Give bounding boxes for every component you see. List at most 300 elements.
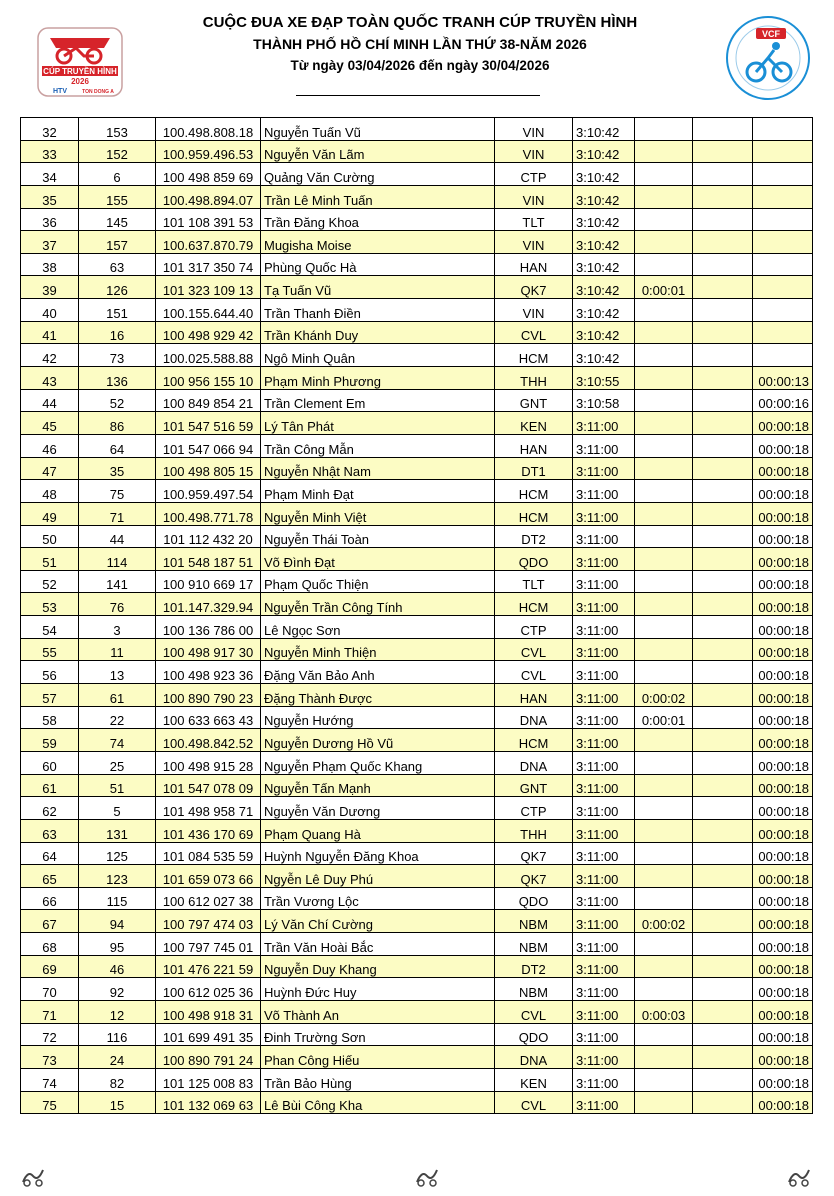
rider-name-cell: Nguyễn Dương Hồ Vũ [261,729,495,752]
table-row [21,299,813,322]
table-row [21,661,813,684]
empty-cell [693,548,753,571]
table-row [21,933,813,956]
bonus-cell [635,570,693,593]
table-row [21,751,813,774]
cup-logo-icon [36,26,124,98]
table-row [21,480,813,503]
gap-cell [753,321,813,344]
date-range: Từ ngày 03/04/2026 đến ngày 30/04/2026 [290,58,550,73]
bib-cell: 123 [79,865,156,888]
rider-name-cell: Võ Thành An [261,1000,495,1023]
gap-cell: 00:00:18 [753,1068,813,1091]
team-code-cell: THH [495,367,573,390]
team-code-cell: VIN [495,231,573,254]
empty-cell [693,774,753,797]
bib-cell: 16 [79,321,156,344]
bib-cell: 126 [79,276,156,299]
rider-name-cell: Phạm Minh Phương [261,367,495,390]
bib-cell: 25 [79,751,156,774]
empty-cell [693,367,753,390]
gap-cell: 00:00:18 [753,570,813,593]
bonus-cell [635,819,693,842]
bib-cell: 6 [79,163,156,186]
bonus-cell [635,525,693,548]
empty-cell [693,389,753,412]
gap-cell: 00:00:18 [753,1046,813,1069]
team-code-cell: TLT [495,208,573,231]
uci-id-cell: 100 498 923 36 [156,661,261,684]
team-code-cell: QK7 [495,842,573,865]
team-code-cell: NBM [495,933,573,956]
bonus-cell [635,548,693,571]
table-row [21,412,813,435]
empty-cell [693,1068,753,1091]
uci-id-cell: 100 612 025 36 [156,978,261,1001]
bonus-cell [635,887,693,910]
bonus-cell [635,638,693,661]
table-row [21,910,813,933]
time-cell: 3:10:42 [573,140,635,163]
gap-cell: 00:00:18 [753,865,813,888]
table-row [21,955,813,978]
time-cell: 3:10:42 [573,299,635,322]
empty-cell [693,1046,753,1069]
gap-cell: 00:00:18 [753,412,813,435]
rider-name-cell: Đặng Thành Được [261,684,495,707]
bonus-cell [635,367,693,390]
uci-id-cell: 100.025.588.88 [156,344,261,367]
table-row [21,502,813,525]
table-row [21,729,813,752]
uci-id-cell: 101 547 066 94 [156,434,261,457]
bib-cell: 75 [79,480,156,503]
svg-text:2026: 2026 [71,77,89,86]
team-code-cell: HCM [495,502,573,525]
bib-cell: 12 [79,1000,156,1023]
empty-cell [693,502,753,525]
rank-cell: 52 [21,570,79,593]
rider-name-cell: Quảng Văn Cường [261,163,495,186]
uci-id-cell: 101 498 958 71 [156,797,261,820]
bonus-cell [635,933,693,956]
bib-cell: 125 [79,842,156,865]
bib-cell: 44 [79,525,156,548]
rank-cell: 65 [21,865,79,888]
team-code-cell: CTP [495,797,573,820]
rider-name-cell: Võ Đình Đạt [261,548,495,571]
gap-cell [753,118,813,141]
gap-cell [753,208,813,231]
rank-cell: 34 [21,163,79,186]
rider-name-cell: Lý Văn Chí Cường [261,910,495,933]
table-row [21,1091,813,1114]
bib-cell: 94 [79,910,156,933]
team-code-cell: QK7 [495,865,573,888]
uci-id-cell: 101.147.329.94 [156,593,261,616]
uci-id-cell: 101 699 491 35 [156,1023,261,1046]
rank-cell: 46 [21,434,79,457]
table-row [21,208,813,231]
gap-cell: 00:00:18 [753,480,813,503]
gap-cell: 00:00:18 [753,525,813,548]
bonus-cell [635,1068,693,1091]
bonus-cell [635,118,693,141]
rank-cell: 32 [21,118,79,141]
gap-cell [753,231,813,254]
bib-cell: 92 [79,978,156,1001]
empty-cell [693,321,753,344]
bonus-cell [635,163,693,186]
uci-id-cell: 100 849 854 21 [156,389,261,412]
gap-cell: 00:00:18 [753,684,813,707]
rank-cell: 69 [21,955,79,978]
rank-cell: 38 [21,253,79,276]
cyclist-mark-icon [414,1166,440,1188]
team-code-cell: DT2 [495,955,573,978]
rank-cell: 37 [21,231,79,254]
time-cell: 3:11:00 [573,525,635,548]
table-row [21,118,813,141]
gap-cell [753,163,813,186]
bib-cell: 35 [79,457,156,480]
page-header [0,0,834,110]
time-cell: 3:11:00 [573,570,635,593]
time-cell: 3:10:58 [573,389,635,412]
table-row [21,548,813,571]
bib-cell: 153 [79,118,156,141]
time-cell: 3:11:00 [573,797,635,820]
rider-name-cell: Nguyễn Hướng [261,706,495,729]
time-cell: 3:11:00 [573,1091,635,1114]
bonus-cell [635,1091,693,1114]
rank-cell: 62 [21,797,79,820]
rider-name-cell: Phan Công Hiếu [261,1046,495,1069]
bib-cell: 151 [79,299,156,322]
empty-cell [693,661,753,684]
gap-cell: 00:00:18 [753,933,813,956]
bonus-cell [635,661,693,684]
bib-cell: 141 [79,570,156,593]
empty-cell [693,276,753,299]
time-cell: 3:10:42 [573,276,635,299]
time-cell: 3:10:42 [573,208,635,231]
bib-cell: 95 [79,933,156,956]
gap-cell: 00:00:18 [753,842,813,865]
bonus-cell: 0:00:01 [635,706,693,729]
rider-name-cell: Trần Khánh Duy [261,321,495,344]
team-code-cell: NBM [495,910,573,933]
gap-cell [753,299,813,322]
rider-name-cell: Trần Lê Minh Tuấn [261,185,495,208]
bib-cell: 52 [79,389,156,412]
empty-cell [693,457,753,480]
rank-cell: 57 [21,684,79,707]
time-cell: 3:11:00 [573,593,635,616]
team-code-cell: KEN [495,412,573,435]
table-row [21,457,813,480]
uci-id-cell: 100 910 669 17 [156,570,261,593]
empty-cell [693,865,753,888]
uci-id-cell: 100 956 155 10 [156,367,261,390]
bib-cell: 115 [79,887,156,910]
rank-cell: 45 [21,412,79,435]
gap-cell: 00:00:18 [753,1000,813,1023]
bonus-cell [635,185,693,208]
rider-name-cell: Trần Vương Lộc [261,887,495,910]
uci-id-cell: 101 132 069 63 [156,1091,261,1114]
team-code-cell: HCM [495,344,573,367]
uci-id-cell: 101 084 535 59 [156,842,261,865]
empty-cell [693,1023,753,1046]
bib-cell: 13 [79,661,156,684]
rider-name-cell: Trần Clement Em [261,389,495,412]
bonus-cell [635,751,693,774]
rank-cell: 63 [21,819,79,842]
rank-cell: 59 [21,729,79,752]
empty-cell [693,1091,753,1114]
uci-id-cell: 100.498.842.52 [156,729,261,752]
uci-id-cell: 100 498 917 30 [156,638,261,661]
gap-cell [753,253,813,276]
gap-cell: 00:00:16 [753,389,813,412]
time-cell: 3:11:00 [573,910,635,933]
team-code-cell: DT2 [495,525,573,548]
gap-cell: 00:00:18 [753,502,813,525]
gap-cell: 00:00:18 [753,706,813,729]
time-cell: 3:10:42 [573,344,635,367]
table-row [21,616,813,639]
bonus-cell [635,865,693,888]
uci-id-cell: 101 476 221 59 [156,955,261,978]
empty-cell [693,887,753,910]
time-cell: 3:10:42 [573,118,635,141]
rank-cell: 33 [21,140,79,163]
bonus-cell: 0:00:03 [635,1000,693,1023]
bib-cell: 71 [79,502,156,525]
rider-name-cell: Lý Tân Phát [261,412,495,435]
empty-cell [693,933,753,956]
gap-cell: 00:00:18 [753,593,813,616]
rider-name-cell: Nguyễn Văn Dương [261,797,495,820]
bib-cell: 116 [79,1023,156,1046]
time-cell: 3:11:00 [573,819,635,842]
bib-cell: 155 [79,185,156,208]
rank-cell: 71 [21,1000,79,1023]
gap-cell: 00:00:18 [753,548,813,571]
empty-cell [693,638,753,661]
team-code-cell: HAN [495,253,573,276]
uci-id-cell: 100.498.894.07 [156,185,261,208]
time-cell: 3:11:00 [573,457,635,480]
rider-name-cell: Nguyễn Thái Toàn [261,525,495,548]
bib-cell: 22 [79,706,156,729]
bib-cell: 157 [79,231,156,254]
gap-cell: 00:00:18 [753,797,813,820]
bib-cell: 63 [79,253,156,276]
uci-id-cell: 100 498 859 69 [156,163,261,186]
team-code-cell: HCM [495,480,573,503]
rider-name-cell: Tạ Tuấn Vũ [261,276,495,299]
table-row [21,706,813,729]
rider-name-cell: Phạm Quang Hà [261,819,495,842]
table-row [21,684,813,707]
page-subtitle: THÀNH PHỐ HỒ CHÍ MINH LẦN THỨ 38-NĂM 2026 [253,36,587,52]
rank-cell: 43 [21,367,79,390]
team-code-cell: DT1 [495,457,573,480]
results-body [21,118,813,1114]
table-row [21,638,813,661]
uci-id-cell: 100.637.870.79 [156,231,261,254]
gap-cell [753,344,813,367]
empty-cell [693,1000,753,1023]
bonus-cell [635,978,693,1001]
rider-name-cell: Trần Văn Hoài Bắc [261,933,495,956]
table-row [21,231,813,254]
gap-cell: 00:00:18 [753,434,813,457]
gap-cell: 00:00:13 [753,367,813,390]
bib-cell: 76 [79,593,156,616]
uci-id-cell: 101 108 391 53 [156,208,261,231]
uci-id-cell: 100 136 786 00 [156,616,261,639]
bib-cell: 74 [79,729,156,752]
time-cell: 3:11:00 [573,978,635,1001]
table-row [21,819,813,842]
empty-cell [693,299,753,322]
time-cell: 3:11:00 [573,1068,635,1091]
empty-cell [693,729,753,752]
gap-cell: 00:00:18 [753,457,813,480]
gap-cell: 00:00:18 [753,774,813,797]
table-row [21,525,813,548]
team-code-cell: CVL [495,1000,573,1023]
gap-cell [753,276,813,299]
bib-cell: 82 [79,1068,156,1091]
table-row [21,865,813,888]
rider-name-cell: Mugisha Moise [261,231,495,254]
uci-id-cell: 101 323 109 13 [156,276,261,299]
team-code-cell: VIN [495,118,573,141]
empty-cell [693,978,753,1001]
table-row [21,797,813,820]
empty-cell [693,253,753,276]
rank-cell: 55 [21,638,79,661]
uci-id-cell: 100.498.808.18 [156,118,261,141]
time-cell: 3:11:00 [573,616,635,639]
uci-id-cell: 100 498 805 15 [156,457,261,480]
table-row [21,367,813,390]
rider-name-cell: Đặng Văn Bảo Anh [261,661,495,684]
page-title: CUỘC ĐUA XE ĐẠP TOÀN QUỐC TRANH CÚP TRUYỀN HÌNH [202,14,638,31]
time-cell: 3:11:00 [573,1023,635,1046]
time-cell: 3:10:42 [573,321,635,344]
header-divider [296,95,540,96]
rank-cell: 36 [21,208,79,231]
bonus-cell [635,434,693,457]
team-code-cell: GNT [495,389,573,412]
empty-cell [693,480,753,503]
bib-cell: 136 [79,367,156,390]
bonus-cell [635,299,693,322]
cyclist-mark-icon [786,1166,812,1188]
team-code-cell: QK7 [495,276,573,299]
uci-id-cell: 100.959.496.53 [156,140,261,163]
rider-name-cell: Trần Đăng Khoa [261,208,495,231]
bib-cell: 24 [79,1046,156,1069]
team-code-cell: NBM [495,978,573,1001]
team-code-cell: TLT [495,570,573,593]
table-row [21,1046,813,1069]
bib-cell: 86 [79,412,156,435]
svg-text:CÚP TRUYỀN HÌNH: CÚP TRUYỀN HÌNH [43,67,117,76]
team-code-cell: HAN [495,684,573,707]
team-code-cell: HCM [495,729,573,752]
team-code-cell: DNA [495,751,573,774]
team-code-cell: HCM [495,593,573,616]
uci-id-cell: 101 436 170 69 [156,819,261,842]
empty-cell [693,955,753,978]
time-cell: 3:11:00 [573,751,635,774]
rank-cell: 47 [21,457,79,480]
time-cell: 3:11:00 [573,548,635,571]
table-row [21,978,813,1001]
bonus-cell [635,1046,693,1069]
bonus-cell [635,955,693,978]
uci-id-cell: 100 498 918 31 [156,1000,261,1023]
rider-name-cell: Lê Bùi Công Kha [261,1091,495,1114]
uci-id-cell: 100 498 915 28 [156,751,261,774]
bonus-cell [635,457,693,480]
uci-id-cell: 101 659 073 66 [156,865,261,888]
team-code-cell: QDO [495,887,573,910]
table-row [21,321,813,344]
team-code-cell: CTP [495,163,573,186]
gap-cell: 00:00:18 [753,638,813,661]
time-cell: 3:11:00 [573,729,635,752]
bonus-cell [635,480,693,503]
bonus-cell [635,616,693,639]
rank-cell: 50 [21,525,79,548]
time-cell: 3:10:42 [573,253,635,276]
team-code-cell: VIN [495,185,573,208]
team-code-cell: VIN [495,140,573,163]
gap-cell: 00:00:18 [753,1023,813,1046]
rider-name-cell: Huỳnh Nguyễn Đăng Khoa [261,842,495,865]
bonus-cell: 0:00:02 [635,684,693,707]
time-cell: 3:11:00 [573,955,635,978]
gap-cell: 00:00:18 [753,978,813,1001]
bib-cell: 61 [79,684,156,707]
rider-name-cell: Trần Công Mẫn [261,434,495,457]
team-code-cell: GNT [495,774,573,797]
empty-cell [693,819,753,842]
bib-cell: 114 [79,548,156,571]
rank-cell: 56 [21,661,79,684]
bonus-cell [635,389,693,412]
empty-cell [693,616,753,639]
rider-name-cell: Đinh Trường Sơn [261,1023,495,1046]
time-cell: 3:11:00 [573,774,635,797]
time-cell: 3:11:00 [573,1046,635,1069]
rider-name-cell: Nguyễn Phạm Quốc Khang [261,751,495,774]
uci-id-cell: 101 112 432 20 [156,525,261,548]
table-row [21,593,813,616]
time-cell: 3:11:00 [573,684,635,707]
team-code-cell: CVL [495,1091,573,1114]
team-code-cell: DNA [495,1046,573,1069]
bonus-cell [635,842,693,865]
gap-cell: 00:00:18 [753,616,813,639]
